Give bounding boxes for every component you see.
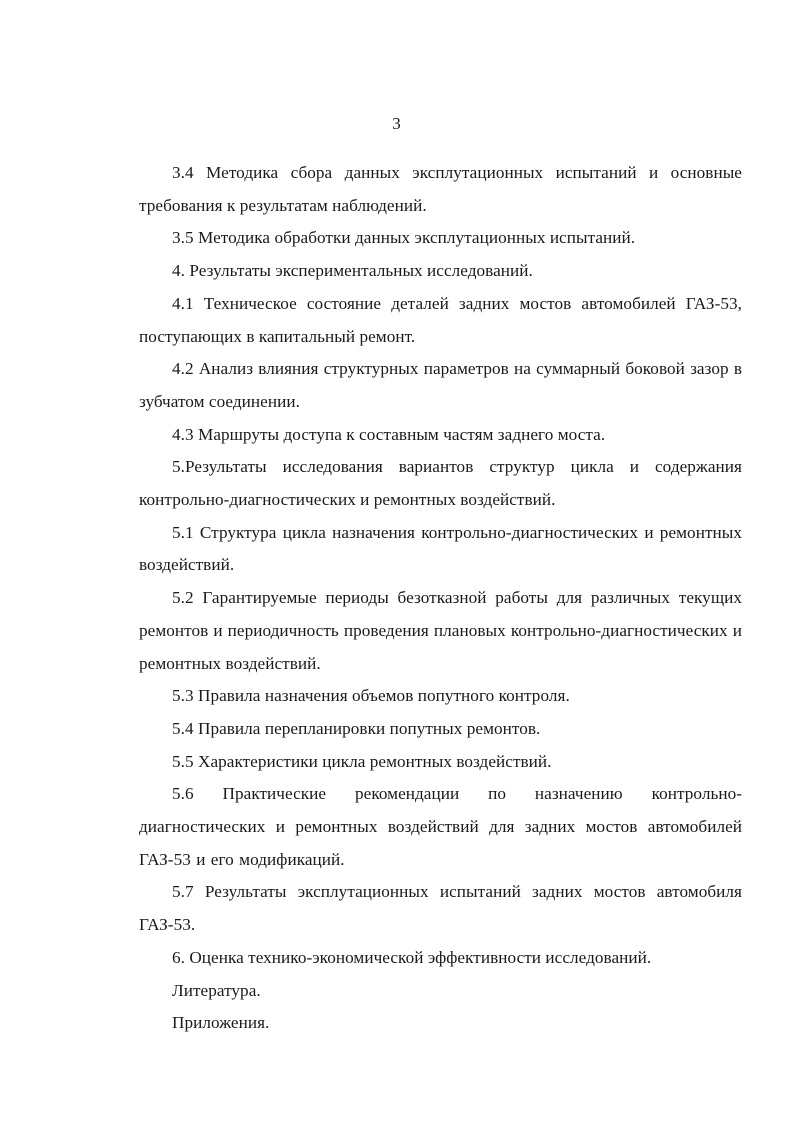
toc-entry-literature: Литература. (172, 980, 261, 1000)
toc-entry-5: 5.Результаты исследования вариантов структур цикла и содержания контрольно-диагностических и ремонтных воздействий. (139, 457, 742, 510)
toc-entry-5-3: 5.3 Правила назначения объемов попутного контроля. (172, 686, 570, 706)
toc-entry-appendices: Приложения. (172, 1013, 270, 1033)
toc-entry-4: 4. Результаты экспериментальных исследований. (172, 261, 533, 281)
toc-entry-4-3: 4.3 Маршруты доступа к составным частям заднего моста. (172, 424, 606, 444)
toc-entry-5-2: 5.2 Гарантируемые периоды безотказной работы для различных текущих ремонтов и периодичность проведения плановых контрольно-диагностических и ремонтных воздействий. (139, 588, 742, 673)
toc-entry-4-1: 4.1 Техническое состояние деталей задних мостов автомобилей ГАЗ-53, поступающих в капитальный ремонт. (139, 293, 742, 346)
table-of-contents (139, 157, 742, 1040)
toc-entry-3-4: 3.4 Методика сбора данных эксплутационных испытаний и основные требования к результатам наблюдений. (139, 163, 742, 215)
page-number: 3 (392, 114, 401, 133)
toc-entry-5-7: 5.7 Результаты эксплутационных испытаний задних мостов автомобиля ГАЗ-53. (139, 882, 742, 935)
toc-entry-5-1: 5.1 Структура цикла назначения контрольно-диагностических и ремонтных воздействий. (139, 522, 742, 575)
toc-entry-4-2: 4.2 Анализ влияния структурных параметров на суммарный боковой зазор в зубчатом соединении. (139, 359, 742, 411)
toc-entry-5-5: 5.5 Характеристики цикла ремонтных воздействий. (172, 751, 552, 771)
toc-entry-5-6: 5.6 Практические рекомендации по назначению контрольно-диагностических и ремонтных воздействий для задних мостов автомобилей ГАЗ-53 и его модификаций. (139, 784, 742, 869)
toc-entry-3-5: 3.5 Методика обработки данных эксплутационных испытаний. (172, 228, 636, 248)
toc-entry-6: 6. Оценка технико-экономической эффективности исследований. (172, 947, 652, 967)
toc-entry-5-4: 5.4 Правила перепланировки попутных ремонтов. (172, 718, 541, 738)
